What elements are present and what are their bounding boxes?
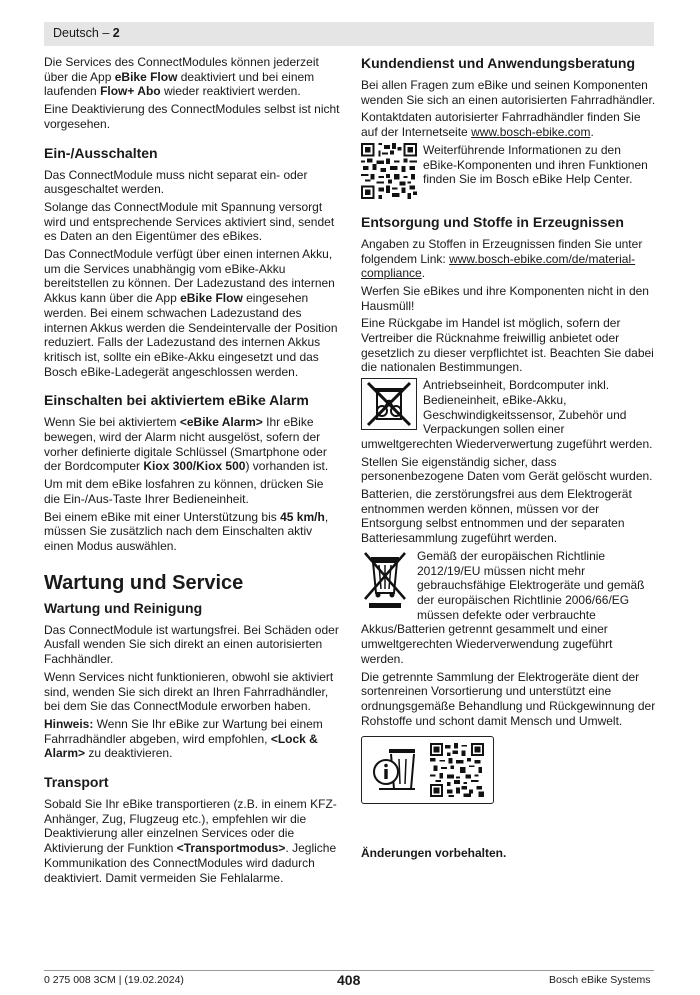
kunden-paragraph-2: Kontaktdaten autorisierter Fahrradhändler finden Sie auf der Internetseite www.bosch-ebike.com. <box>361 110 641 140</box>
entsorgung-paragraph-7: Gemäß der europäischen Richtlinie 2012/19/EU müssen nicht mehr gebrauchsfähige Elektrogeräte und gemäß der europäischen Richtlinie 2006/66/EG müssen defekte oder verbrauchte Akkus/Batterien getrennt gesammelt und einer umweltgerechten Wiederverwendung zugeführt werden. <box>361 548 645 666</box>
chapter-title-wartung-service: Wartung und Service <box>44 571 244 594</box>
entsorgung-paragraph-2: Werfen Sie eBikes und ihre Komponenten nicht in den Hausmüll! <box>361 283 649 313</box>
ein-aus-paragraph-3: Das ConnectModule verfügt über einen internen Akku, um die Services unabhängig vom eBike-Akku bereitstellen zu können. Der Ladezustand des internen Akkus kann über die App eBike Flow eingesehen werden. Bei einem schwachen Ladezustand des internen Akkus werden die Sendeintervalle der Position reduziert. Falls der Ladezustand des internen Akkus kritisch ist, sollte ein eBike-Akku eingesetzt und das Bosch eBike-Ladegerät angeschlossen werden. <box>44 247 338 379</box>
header-language <box>53 26 120 40</box>
material-compliance-link[interactable]: www.bosch-ebike.com/de/material-compliance <box>361 251 636 281</box>
alarm-paragraph-2: Um mit dem eBike losfahren zu können, drücken Sie die Ein-/Aus-Taste Ihrer Bedieneinheit. <box>44 477 324 506</box>
help-center-qr-code-icon[interactable] <box>361 143 417 199</box>
recycling-info-qr-code-icon[interactable] <box>430 743 484 797</box>
page-header-bar <box>44 22 654 46</box>
recycling-bin-info-icon <box>371 745 421 795</box>
right-column <box>361 55 658 864</box>
entsorgung-paragraph-1: Angaben zu Stoffen in Erzeugnissen finden Sie unter folgendem Link: www.bosch-ebike.com/de/material-compliance. <box>361 236 643 281</box>
alarm-paragraph-3: Bei einem eBike mit einer Unterstützung bis 45 km/h, müssen Sie zusätzlich nach dem Einschalten aktiv einen Modus auswählen. <box>44 509 329 553</box>
footer-divider <box>44 970 654 971</box>
kunden-paragraph-3: Weiterführende Informationen zu den eBike-Komponenten und ihren Funktionen finden Sie im Bosch eBike Help Center. <box>423 142 648 187</box>
entsorgung-paragraph-4: Antriebseinheit, Bordcomputer inkl. Bedieneinheit, eBike-Akku, Geschwindigkeitssensor, Zubehör und Verpackungen sollen einer umweltgerechten Wiederverwertung zugeführt werden. <box>361 378 653 451</box>
entsorgung-paragraph-8: Die getrennte Sammlung der Elektrogeräte dient der sortenreinen Vorsortierung und unterstützt eine ordnungsgemäße Behandlung und Rückgewinnung der Rohstoffe und schont damit Mensch und Umwelt. <box>361 669 656 728</box>
section-title-transport: Transport <box>44 774 109 791</box>
section-title-ein-aus: Ein-/Ausschalten <box>44 144 158 161</box>
ein-aus-paragraph-2: Solange das ConnectModule mit Spannung versorgt wird und entsprechende Services aktiviert sind, sendet es Daten an den Eigentümer des eBikes. <box>44 199 335 244</box>
entsorgung-paragraph-5: Stellen Sie eigenständig sicher, dass personenbezogene Daten vom Gerät gelöscht wurden. <box>361 454 653 484</box>
section-title-alarm: Einschalten bei aktiviertem eBike Alarm <box>44 392 309 409</box>
bosch-ebike-link[interactable]: www.bosch-ebike.com <box>471 125 591 140</box>
header-text: Deutsch – <box>53 26 113 40</box>
help-center-block <box>361 143 658 201</box>
recycling-info-box <box>361 736 494 804</box>
recycling-block <box>361 378 658 452</box>
reinigung-paragraph-1: Das ConnectModule ist wartungsfrei. Bei Schäden oder Ausfall wenden Sie sich direkt an einen autorisierten Fachhändler. <box>44 622 339 667</box>
entsorgung-paragraph-6: Batterien, die zerstörungsfrei aus dem Elektrogerät entnommen werden können, müssen vor der Entsorgung selbst entnommen und der separaten Batteriesammlung zugeführt werden. <box>361 487 632 546</box>
transport-paragraph-1: Sobald Sie Ihr eBike transportieren (z.B. in einem KFZ-Anhänger, Zug, Flugzeug etc.), empfehlen wir die Deaktivierung aller einzelnen Services oder die Aktivierung der Funktion <Transportmodus>. Jegliche Kommunikation des ConnectModules wird dadurch deaktiviert. Damit vermeiden Sie Fehlalarme. <box>44 797 337 885</box>
section-title-kundendienst: Kundendienst und Anwendungsberatung <box>361 55 636 71</box>
reinigung-paragraph-3: Hinweis: Wenn Sie Ihr eBike zur Wartung bei einem Fahrradhändler abgeben, wird empfohlen, <Lock & Alarm> zu deaktivieren. <box>44 716 323 761</box>
alarm-paragraph-1: Wenn Sie bei aktiviertem <eBike Alarm> Ihr eBike bewegen, wird der Alarm nicht ausgelöst, sofern der vorher definierte digitale Schlüssel (Smartphone oder der Bordcomputer Kiox 300/Kiox 500) vorhanden ist. <box>44 415 329 474</box>
footer-brand: Bosch eBike Systems <box>549 974 651 986</box>
section-title-entsorgung: Entsorgung und Stoffe in Erzeugnissen <box>361 213 624 230</box>
crossed-out-wheelie-bin-icon <box>361 549 411 609</box>
weee-block <box>361 549 658 670</box>
ein-aus-paragraph-1: Das ConnectModule muss nicht separat ein- oder ausgeschaltet werden. <box>44 167 308 197</box>
footer-document-number: 0 275 008 3CM | (19.02.2024) <box>44 974 184 986</box>
reinigung-paragraph-2: Wenn Services nicht funktionieren, obwohl sie aktiviert sind, wenden Sie sich direkt an Ihren Fahrradhändler, bei dem Sie das ConnectModule erworben haben. <box>44 669 334 714</box>
left-column <box>44 55 341 888</box>
intro-paragraph-2: Eine Deaktivierung des ConnectModules selbst ist nicht vorgesehen. <box>44 102 340 131</box>
header-page-label: 2 <box>112 26 120 40</box>
intro-paragraph-1: Die Services des ConnectModules können jederzeit über die App eBike Flow deaktiviert und bei einem laufenden Flow+ Abo wieder reaktiviert werden. <box>44 55 319 99</box>
footer-page-number: 408 <box>337 972 361 988</box>
section-title-reinigung: Wartung und Reinigung <box>44 599 203 616</box>
changes-reserved-note: Änderungen vorbehalten. <box>361 846 507 861</box>
no-household-waste-bike-icon <box>361 378 417 430</box>
entsorgung-paragraph-3: Eine Rückgabe im Handel ist möglich, sofern der Vertreiber die Rücknahme freiwillig anbietet oder gesetzlich zu dieser verpflichtet ist. Beachten Sie dabei die nationalen Bestimmungen. <box>361 316 654 375</box>
kunden-paragraph-1: Bei allen Fragen zum eBike und seinen Komponenten wenden Sie sich an einen autorisierten Fahrradhändler. <box>361 78 656 107</box>
